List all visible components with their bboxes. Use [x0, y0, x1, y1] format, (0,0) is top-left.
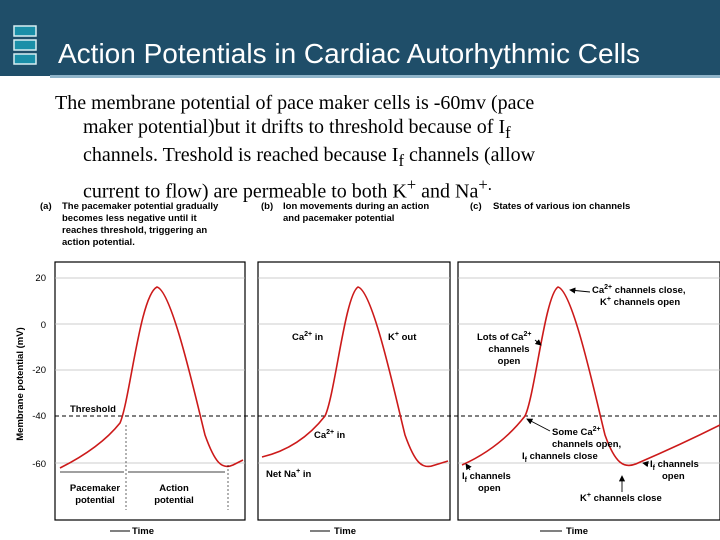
y-tick-label: -60	[32, 459, 46, 470]
action-label: Action	[159, 483, 189, 494]
pointer-arrow	[527, 419, 550, 431]
ca-close-label: $Ca^{2+}$ channels close,	[592, 284, 686, 296]
slide-logo-icon	[12, 24, 38, 68]
panel-a-caption-line: reaches threshold, triggering an	[62, 225, 208, 236]
y-tick-label: 0	[40, 320, 46, 331]
pointer-arrow	[535, 340, 541, 345]
panel-a-caption	[40, 201, 219, 248]
some-ca-label: $I_f$ channels close	[522, 451, 598, 464]
body-line-2-subscript: f	[505, 122, 511, 142]
trace-panel-b	[262, 287, 448, 466]
x-axis-label-c: Time	[566, 526, 589, 537]
ca-in-label-top: $Ca^{2+}$ in	[292, 331, 324, 343]
body-line-1: The membrane potential of pace maker cells is -60mv (pace	[55, 92, 535, 114]
ca-in-label-low: $Ca^{2+}$ in	[314, 429, 346, 441]
lots-ca-label: open	[497, 356, 521, 367]
k-out-label: K+ out	[388, 331, 417, 343]
if-open-left-label: $I_f$ channels	[462, 471, 511, 484]
if-open-left-label: open	[478, 483, 501, 494]
panel-a-frame	[55, 262, 245, 520]
panel-c-annotations	[462, 284, 699, 504]
panel-c-caption	[470, 201, 630, 212]
threshold-label: Threshold	[70, 404, 116, 415]
y-axis-label: Membrane potential (mV)	[15, 327, 26, 441]
panel-a-caption-line: action potential.	[62, 237, 135, 248]
if-open-right-label: $I_f$ channels	[650, 459, 699, 472]
lots-ca-label: Lots of $Ca^{2+}$	[477, 331, 532, 343]
slide-title: Action Potentials in Cardiac Autorhythmic Cells	[58, 38, 641, 69]
body-line-4-text: current to flow) are permeable to both K	[83, 180, 407, 203]
body-line-3-subscript: f	[398, 151, 405, 170]
panel-a-letter: (a)	[40, 201, 52, 212]
body-line-4-superscript: +	[406, 174, 417, 194]
body-line-2	[55, 116, 705, 145]
y-tick-label: -20	[32, 365, 46, 376]
pacemaker-label: Pacemaker	[69, 483, 121, 494]
action-label: potential	[154, 495, 194, 506]
y-axis-ticks	[32, 273, 46, 470]
some-ca-label: Some $Ca^{2+}$	[552, 426, 601, 438]
k-open-label: K+ channels open	[600, 296, 681, 308]
panel-b-annotations	[266, 331, 417, 480]
panel-a-phase-labels	[70, 483, 194, 506]
panel-c-caption-line: States of various ion channels	[493, 201, 631, 212]
body-line-2-text: maker potential)but it drifts to threshold because of I	[83, 115, 506, 138]
panel-b-caption-line: Ion movements during an action	[283, 201, 430, 212]
panel-b-caption	[261, 201, 429, 224]
k-close-label: K+ channels close	[580, 492, 662, 504]
pointer-arrow	[570, 290, 590, 292]
body-line-3	[55, 144, 705, 173]
lots-ca-label: channels	[488, 344, 530, 355]
pacemaker-label: potential	[75, 495, 115, 506]
x-axis-label-a: Time	[132, 526, 155, 537]
some-ca-label: channels open,	[552, 439, 622, 450]
panel-b-caption-line: and pacemaker potential	[283, 213, 395, 224]
if-open-right-label: open	[662, 471, 685, 482]
panel-b-letter: (b)	[261, 201, 274, 212]
body-line-3-text: channels. Treshold is reached because I	[83, 144, 399, 166]
title-bar-accent	[50, 75, 720, 78]
body-line-3-text-b: channels (allow	[404, 144, 536, 166]
panel-a-caption-line: becomes less negative until it	[62, 213, 197, 224]
x-axis-labels	[110, 526, 588, 537]
body-line-4-text-b: and Na	[416, 180, 479, 203]
pointer-arrow	[466, 464, 470, 470]
y-tick-label: 20	[35, 273, 46, 284]
cardiac-action-potential-figure	[0, 195, 720, 540]
net-na-in-label: Net Na+ in	[266, 468, 312, 480]
body-paragraph	[55, 92, 705, 204]
panel-a-caption-line: The pacemaker potential gradually	[62, 201, 219, 212]
x-axis-label-b: Time	[334, 526, 357, 537]
trace-panel-a	[60, 287, 243, 468]
y-tick-label: -40	[32, 411, 46, 422]
panel-c-letter: (c)	[470, 201, 482, 212]
body-line-4-superscript-b: +.	[478, 174, 492, 194]
panel-b-frame	[258, 262, 450, 520]
